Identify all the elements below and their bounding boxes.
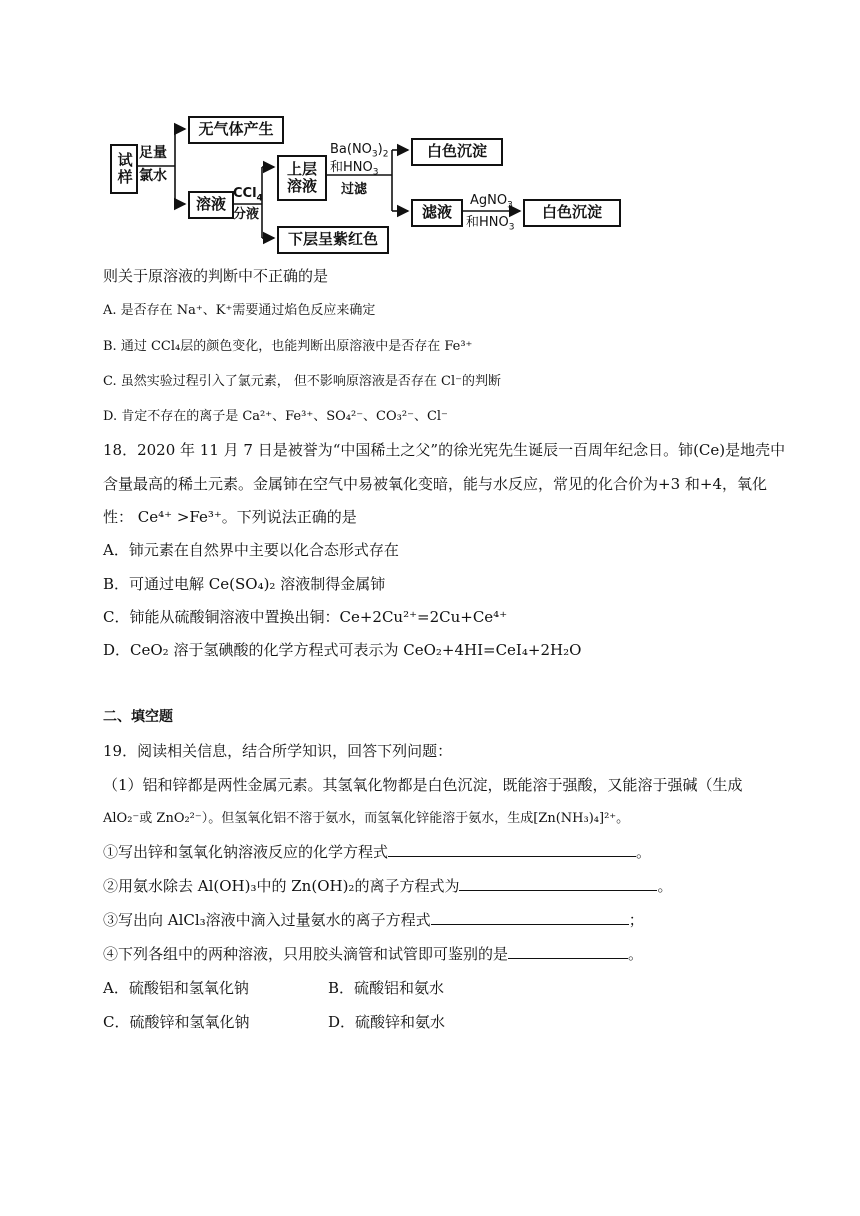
q19-intro: 19．阅读相关信息，结合所学知识，回答下列问题：: [103, 742, 453, 760]
reagent2-b: 和HNO: [466, 215, 509, 230]
no-gas-label: 无气体产生: [198, 120, 274, 139]
solution-label: 溶液: [195, 195, 226, 214]
sample-box: [110, 144, 138, 194]
q19-sub4-text: ④下列各组中的两种溶液，只用胶头滴管和试管即可鉴别的是: [103, 945, 509, 963]
upper-layer-top: 上层: [286, 159, 317, 178]
reagent1-a-end: ): [377, 142, 383, 157]
upper-layer-box: [277, 155, 327, 201]
q18-line2: 含量最高的稀土元素。金属铈在空气中易被氧化变暗，能与水反应，常见的化合价为+3 和+4，氧化: [103, 475, 767, 493]
solution-box: [188, 191, 234, 219]
q17-option-b: B. 通过 CCl₄层的颜色变化，也能判断出原溶液中是否存在 Fe³⁺: [103, 339, 473, 354]
q19-sub1-end: 。: [636, 843, 652, 861]
white-ppt1-box: [411, 138, 503, 166]
q19-option-a: A．硫酸铝和氢氧化钠: [103, 979, 249, 997]
q18-option-b: B．可通过电解 Ce(SO₄)₂ 溶液制得金属铈: [103, 575, 386, 593]
white-ppt2-box: [523, 199, 621, 227]
upper-layer-bottom: 溶液: [286, 177, 317, 195]
chlorine-top-label: 足量: [139, 145, 167, 161]
reagent2-a: AgNO: [470, 193, 508, 208]
q17-option-c: C. 虽然实验过程引入了氯元素， 但不影响原溶液是否存在 Cl⁻的判断: [103, 374, 501, 389]
chlorine-bottom-label: 氯水: [139, 168, 167, 184]
q19-sub4-blank[interactable]: [508, 944, 628, 959]
q19-sub2-text: ②用氨水除去 Al(OH)₃中的 Zn(OH)₂的离子方程式为: [103, 877, 460, 895]
reagent2-a-sub: 3: [507, 200, 513, 211]
q19-sub2: [103, 876, 672, 896]
no-gas-box: [188, 116, 284, 144]
q19-sub1-blank[interactable]: [388, 842, 636, 857]
reagent1-a-sub2: 2: [382, 149, 389, 160]
ccl4-text: CCl: [233, 186, 257, 201]
reagent1-a: Ba(NO: [330, 142, 372, 157]
reagent1-line1: [330, 142, 389, 160]
q19-sub2-end: 。: [657, 877, 673, 895]
lower-layer-label: 下层呈紫红色: [287, 230, 378, 249]
q19-part1-line2: AlO₂⁻或 ZnO₂²⁻）。但氢氧化铝不溶于氨水，而氢氧化锌能溶于氨水，生成[Zn(NH₃)₄]²⁺。: [103, 811, 630, 826]
q19-option-b: B．硫酸铝和氨水: [328, 979, 445, 997]
q17-option-d: D. 肯定不存在的离子是 Ca²⁺、Fe³⁺、SO₄²⁻、CO₃²⁻、Cl⁻: [103, 409, 448, 424]
lower-layer-box: [277, 226, 389, 254]
q19-sub3: [103, 910, 644, 930]
reagent1-line2: [330, 160, 379, 178]
q19-part1-line1: （1）铝和锌都是两性金属元素。其氢氧化物都是白色沉淀，既能溶于强酸，又能溶于强碱（生成: [103, 776, 743, 794]
reagent1-b: 和HNO: [330, 160, 373, 175]
q18-option-c: C．铈能从硫酸铜溶液中置换出铜：Ce+2Cu²⁺=2Cu+Ce⁴⁺: [103, 608, 508, 626]
filtrate-box: [411, 199, 463, 227]
q18-line3: 性： Ce⁴⁺ >Fe³⁺。下列说法正确的是: [103, 508, 357, 526]
separate-label: 分液: [233, 207, 260, 222]
sample-label: 试样: [115, 152, 134, 186]
section-title: 二、填空题: [103, 709, 173, 725]
reagent2-line2: [466, 215, 515, 233]
q19-sub1: [103, 842, 651, 862]
filtrate-label: 滤液: [421, 203, 452, 222]
q19-option-c: C．硫酸锌和氢氧化钠: [103, 1013, 250, 1031]
q19-option-d: D．硫酸锌和氨水: [328, 1013, 446, 1031]
q19-sub3-blank[interactable]: [431, 910, 629, 925]
q18-option-d: D．CeO₂ 溶于氢碘酸的化学方程式可表示为 CeO₂+4HI=CeI₄+2H₂O: [103, 641, 582, 659]
q17-option-a: A. 是否存在 Na⁺、K⁺需要通过焰色反应来确定: [103, 303, 376, 318]
ccl4-label: [233, 186, 263, 204]
q19-sub4-end: 。: [628, 945, 644, 963]
reagent1-a-sub: 3: [371, 149, 378, 160]
q19-sub4: [103, 944, 643, 964]
reagent2-b-sub: 3: [508, 222, 515, 233]
white-ppt1-label: 白色沉淀: [426, 142, 487, 161]
reagent1-b-sub: 3: [372, 167, 379, 178]
filter-label: 过滤: [341, 182, 368, 197]
ccl4-sub: 4: [256, 193, 263, 204]
reagent2-line1: [470, 193, 513, 211]
q19-sub3-text: ③写出向 AlCl₃溶液中滴入过量氨水的离子方程式: [103, 911, 431, 929]
q19-sub3-end: ；: [628, 911, 644, 929]
white-ppt2-label: 白色沉淀: [541, 203, 602, 222]
q17-stem: 则关于原溶液的判断中不正确的是: [103, 267, 329, 285]
q19-sub1-text: ①写出锌和氢氧化钠溶液反应的化学方程式: [103, 843, 389, 861]
q18-option-a: A．铈元素在自然界中主要以化合态形式存在: [103, 541, 399, 559]
q19-sub2-blank[interactable]: [459, 876, 657, 891]
q18-line1: 18．2020 年 11 月 7 日是被誉为“中国稀土之父”的徐光宪先生诞辰一百周年纪念日。铈(Ce)是地壳中: [103, 441, 786, 459]
